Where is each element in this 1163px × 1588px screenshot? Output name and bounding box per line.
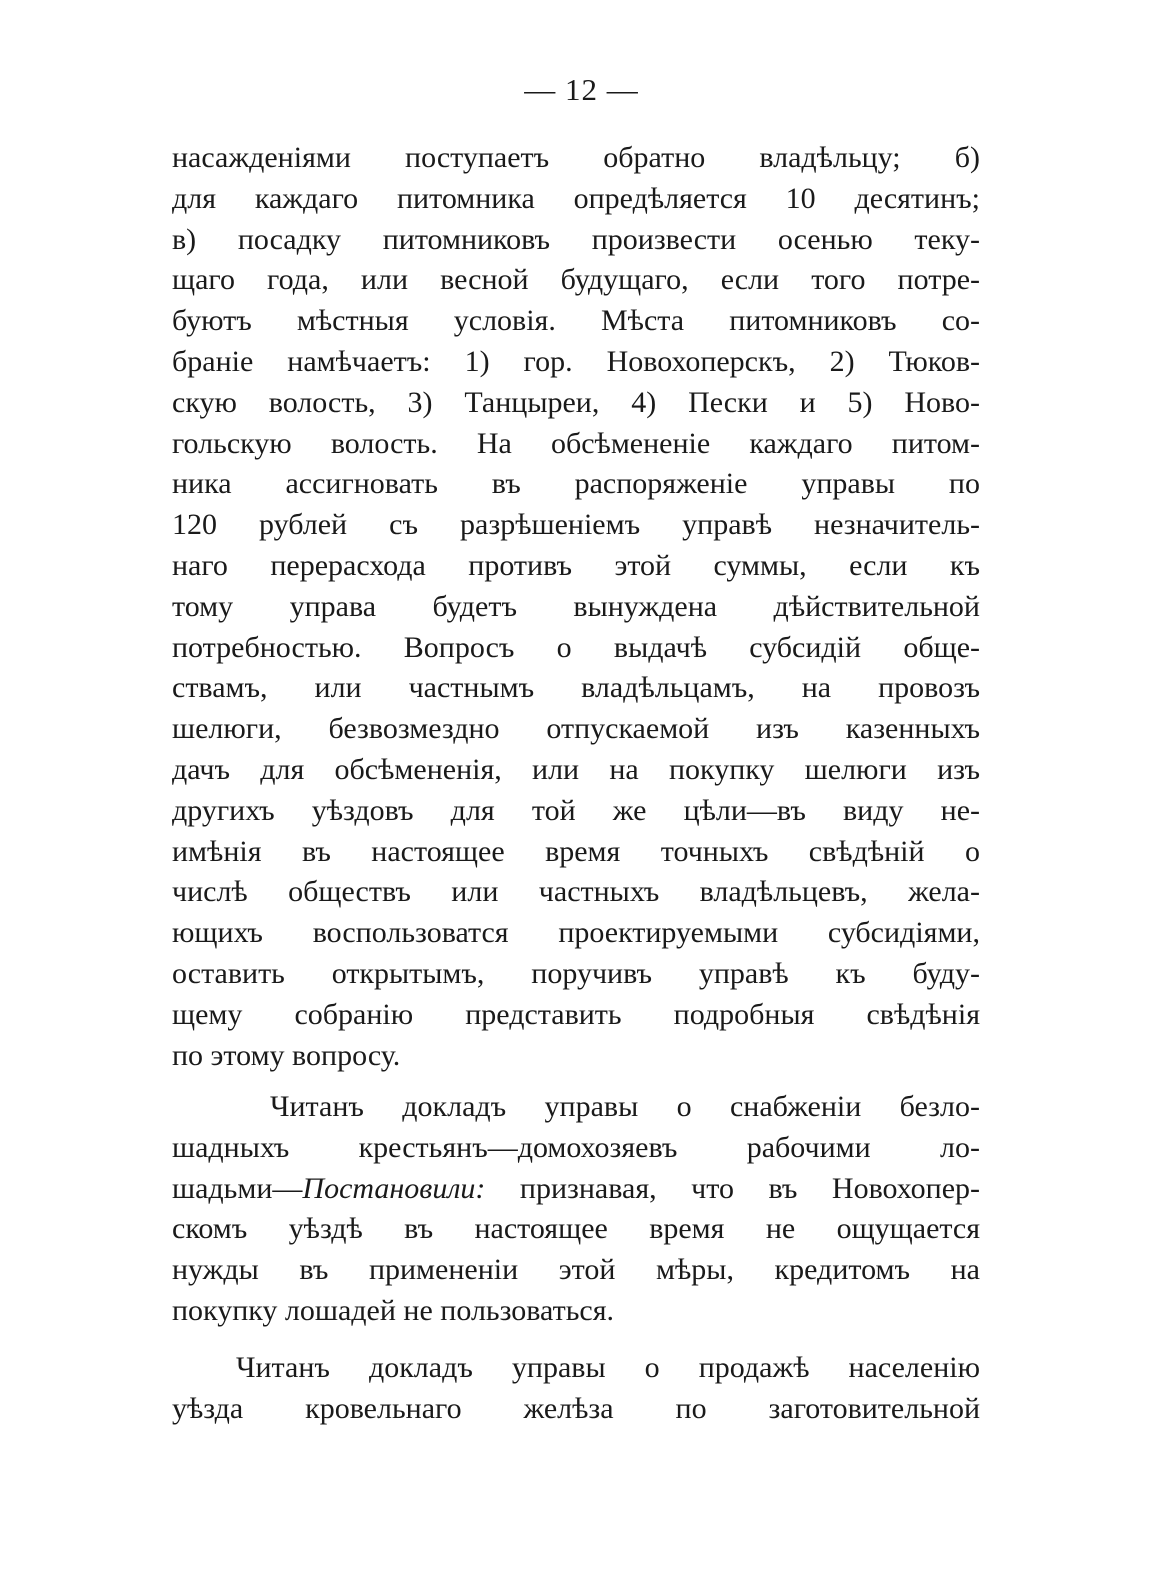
page-number: — 12 — [524,72,639,107]
text-line: ника ассигновать въ распоряженіе управы по [172,467,980,501]
text-line: Читанъ докладъ управы о продажѣ населенію [236,1351,980,1384]
text-line: шелюги, безвозмездно отпускаемой изъ казенныхъ [172,712,980,746]
text-line: насажденіями поступаетъ обратно владѣльцу; б) [172,141,980,174]
text-line: щему собранію представить подробныя свѣдѣнія [172,997,980,1031]
resolution-label: Постановили: [302,1171,486,1205]
text-line-with-resolution [172,1169,980,1210]
text-line: по этому вопросу. [172,1038,401,1072]
text-line: оставить открытымъ, поручивъ управѣ къ буду- [172,956,980,990]
text-line: ствамъ, или частнымъ владѣльцамъ, на провозъ [172,671,980,705]
text-line: шадныхъ крестьянъ—домохозяевъ рабочими ло- [172,1130,980,1164]
paragraph-roofing-iron [172,1348,980,1430]
text-line: тому управа будетъ вынуждена дѣйствительной [172,589,980,623]
text-line: имѣнія въ настоящее время точныхъ свѣдѣній о [172,834,980,868]
text-line: Читанъ докладъ управы о снабженіи безло- [270,1090,980,1123]
text-line: 120 рублей съ разрѣшеніемъ управѣ незначитель- [172,508,980,542]
text-line: гольскую волость. На обсѣмененіе каждаго питом- [172,426,980,460]
paragraph-horses [172,1087,980,1332]
text-line: браніе намѣчаетъ: 1) гор. Новохоперскъ, 2) Тюков- [172,344,980,378]
paragraph-nurseries [172,138,980,1076]
text-line: уѣзда кровельнаго желѣза по заготовительной [172,1391,980,1425]
text-line: потребностью. Вопросъ о выдачѣ субсидій обще- [172,630,980,664]
text-line: скую волость, 3) Танцыреи, 4) Пески и 5) Ново- [172,385,980,419]
text-line: покупку лошадей не пользоваться. [172,1293,615,1327]
text-segment: признавая, что въ Новохопер- [485,1171,980,1205]
text-line: дачъ для обсѣмененія, или на покупку шелюги изъ [172,752,980,786]
text-line: нужды въ примененіи этой мѣры, кредитомъ на [172,1253,980,1287]
text-line: скомъ уѣздѣ въ настоящее время не ощущается [172,1212,980,1246]
text-line: наго перерасхода противъ этой суммы, если къ [172,548,980,582]
text-segment: шадьми— [172,1171,303,1205]
text-line: ющихъ воспользоватся проектируемыми субсидіями, [172,916,980,950]
text-line: для каждаго питомника опредѣляется 10 десятинъ; [172,181,980,215]
text-line: числѣ обществъ или частныхъ владѣльцевъ, жела- [172,875,980,909]
text-line: буютъ мѣстныя условія. Мѣста питомниковъ со- [172,304,980,338]
text-line: в) посадку питомниковъ произвести осенью теку- [172,222,980,256]
text-line: щаго года, или весной будущаго, если того потре- [172,263,980,297]
text-line: другихъ уѣздовъ для той же цѣли—въ виду не- [172,793,980,827]
